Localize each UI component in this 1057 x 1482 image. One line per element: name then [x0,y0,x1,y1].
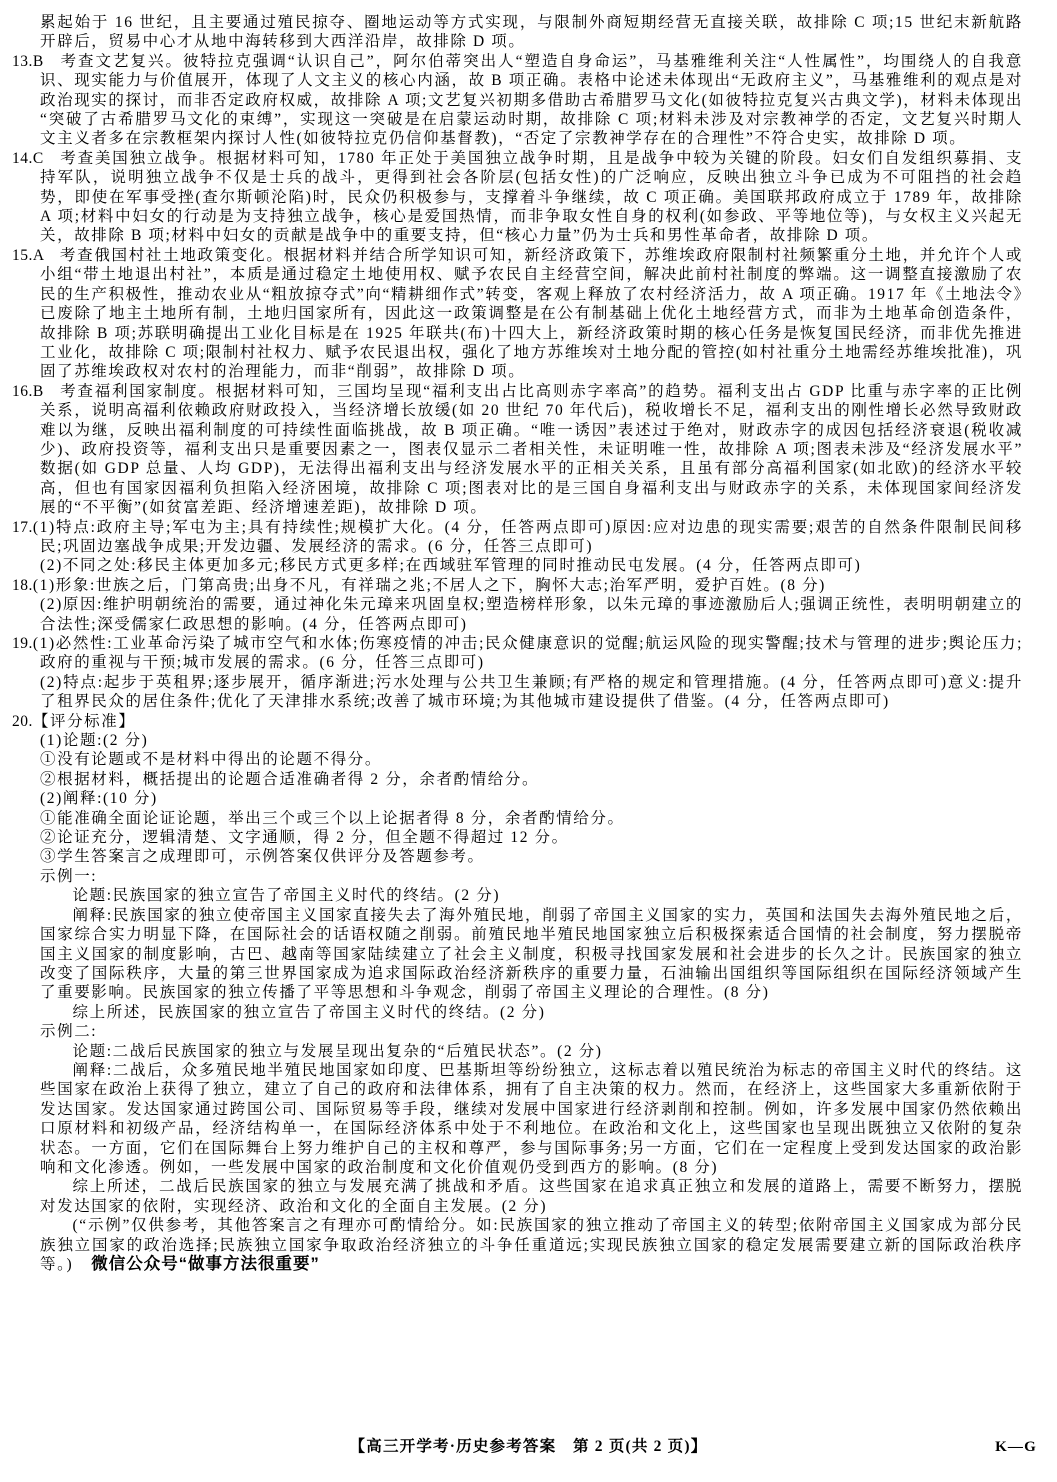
paragraph [40,1022,1023,1041]
paragraph-text: 综上所述，二战后民族国家的独立与发展充满了挑战和矛盾。这些国家在追求真正独立和发展的道路上，需要不断努力，摆脱对发达国家的依附，实现经济、政治和文化的全面自主发展。(2 分) [40,1178,1023,1215]
paragraph-text: (2)原因:维护明朝统治的需要，通过神化朱元璋来巩固皇权;塑造榜样形象，以朱元璋的事迹激励后人;强调正统性，表明明朝建立的合法性;深受儒家仁政思想的影响。(4 分，任答两点即可) [40,596,1023,633]
paragraph [40,13,1023,52]
item-number: 17. [12,518,33,536]
paragraph [40,828,1023,847]
paragraph-text: (1)必然性:工业革命污染了城市空气和水体;伤寒疫情的冲击;民众健康意识的觉醒;航运风险的现实警醒;技术与管理的进步;舆论压力;政府的重视与干预;城市发展的需求。(6 分，任答三点即可) [32,635,1023,672]
paragraph [40,673,1023,712]
paragraph [12,634,1023,673]
paragraph-text: 论题:二战后民族国家的独立与发展呈现出复杂的“后殖民状态”。(2 分) [72,1042,603,1060]
paragraph [40,556,1023,575]
paragraph-text: 阐释:民族国家的独立使帝国主义国家直接失去了海外殖民地，削弱了帝国主义国家的实力，英国和法国失去海外殖民地之后，国家综合实力明显下降，在国际社会的话语权随之削弱。前殖民地半殖民地国家独立后积极探索适合国情的社会制度，努力摆脱帝国主义国家的制度影响，古巴、越南等国家陆续建立了社会主义制度，积极寻找国家发展和社会进步的长久之计。民族国家的独立改变了国际秩序，大量的第三世界国家成为追求国际政治经济新秩序的重要力量，石油输出国组织等国际组织在国际经济领域产生了重要影响。民族国家的独立传播了平等思想和斗争观念，削弱了帝国主义理论的合理性。(8 分) [40,906,1023,1002]
paragraph [40,1042,1023,1061]
paragraph [12,712,1023,731]
paragraph-text: 示例二: [40,1023,98,1041]
paragraph [40,906,1023,1003]
paragraph [40,731,1023,750]
item-number: 19. [12,635,33,652]
paragraph [12,518,1023,557]
paragraph-text: 综上所述，民族国家的独立宣告了帝国主义时代的终结。(2 分) [72,1003,546,1021]
item-number: 15.A [12,246,60,264]
paragraph [40,1216,1023,1274]
paragraph-text: 累起始于 16 世纪，且主要通过殖民掠夺、圈地运动等方式实现，与限制外商短期经营无直接关联，故排除 C 项;15 世纪末新航路开辟后，贸易中心才从地中海转移到大西洋沿岸，故排除 D 项。 [40,14,1023,51]
page-footer [0,1437,1057,1456]
paragraph [12,52,1023,149]
paragraph [12,246,1023,382]
paragraph-text: (1)形象:世族之后，门第高贵;出身不凡，有祥瑞之兆;不居人之下，胸怀大志;治军严明，爱护百姓。(8 分) [32,576,826,594]
paragraph-text: 考查俄国村社土地政策变化。根据材料并结合所学知识可知，新经济政策下，苏维埃政府限制村社频繁重分土地，并允许个人或小组“带土地退出村社”，本质是通过稳定土地使用权、赋予农民自主经营空间，解决此前村社制度的弊端。这一调整直接激励了农民的生产积极性，推动农业从“粗放掠夺式”向“精耕细作式”转变，客观上释放了农村经济活力，故 A 项正确。1917 年《土地法令》已废除了地主土地所有制，土地归国家所有，因此这一政策调整是在公有制基础上优化土地经营方式，而非为土地革命创造条件，故排除 B 项;苏联明确提出工业化目标是在 1925 年联共(布)十四大上，新经济政策时期的核心任务是恢复国民经济，而非优先推进工业化，故排除 C 项;限制村社权力、赋予农民退出权，强化了地方苏维埃对土地分配的管控(如村社重分土地需经苏维埃批准)，巩固了苏维埃政权对农村的治理能力，而非“削弱”，故排除 D 项。 [40,246,1023,381]
paragraph-text: 考查美国独立战争。根据材料可知，1780 年正处于美国独立战争时期，且是战争中较为关键的阶段。妇女们自发组织募捐、支持军队，说明独立战争不仅是士兵的战斗，更得到社会各阶层(包括女性)的广泛响应，反映出独立斗争已成为不可阻挡的社会趋势，即使在军事受挫(查尔斯顿沦陷)时，民众仍积极参与，支撑着斗争继续，故 C 项正确。美国联邦政府成立于 1789 年，故排除 A 项;材料中妇女的行动是为支持独立战争，核心是爱国热情，而非争取女性自身的权利(如参政、平等地位等)，与女权主义兴起无关，故排除 B 项;材料中妇女的贡献是战争中的重要支持，但“核心力量”仍为士兵和男性革命者，故排除 D 项。 [40,149,1023,245]
item-number: 14.C [12,149,61,167]
paragraph-text: 示例一: [40,867,98,885]
paragraph-text: (1)特点:政府主导;军屯为主;具有持续性;规模扩大化。(4 分，任答两点即可)原因:应对边患的现实需要;艰苦的自然条件限制民间移民;巩固边塞战争成果;开发边疆、发展经济的需求。(6 分，任答三点即可) [32,518,1023,555]
paragraph [40,1061,1023,1177]
paragraph [40,1003,1023,1022]
paragraph [40,809,1023,828]
paragraph [40,886,1023,905]
paragraph [40,847,1023,866]
paragraph-text: ③学生答案言之成理即可，示例答案仅供评分及答题参考。 [40,848,485,866]
paragraph [40,867,1023,886]
watermark-text: 微信公众号“做事方法很重要” [91,1255,320,1273]
paragraph-text: ②论证充分，逻辑清楚、文字通顺，得 2 分，但全题不得超过 12 分。 [40,829,569,847]
paragraph [40,789,1023,808]
paragraph-text: 【评分标准】 [32,712,136,730]
paragraph-text: (“示例”仅供参考，其他答案言之有理亦可酌情给分。如:民族国家的独立推动了帝国主义的转型;依附帝国主义国家成为部分民族独立国家的政治选择;民族独立国家争取政治经济独立的斗争任重道远;实现民族独立国家的稳定发展需要建立新的国际政治秩序等。) [40,1217,1023,1273]
paragraph-text: (1)论题:(2 分) [40,732,149,750]
paragraph-text: (2)阐释:(10 分) [40,790,158,808]
paragraph-text: 论题:民族国家的独立宣告了帝国主义时代的终结。(2 分) [72,887,501,905]
paragraph-text: 考查文艺复兴。彼特拉克强调“认识自己”，阿尔伯蒂突出人“塑造自身命运”，马基雅维利关注“人性属性”，均围绕人的自我意识、现实能力与价值展开，体现了人文主义的核心内涵，故 B 项正确。表格中论述未体现出“无政府主义”，马基雅维利的观点是对政治现实的探讨，而非否定政府权威，故排除 A 项;文艺复兴初期多借助古希腊罗马文化(如彼特拉克复兴古典文学)，材料未体现出“突破了古希腊罗马文化的束缚”，实现这一突破是在启蒙运动时期，故排除 C 项;材料未涉及对宗教神学的否定，文艺复兴时期人文主义者多在宗教框架内探讨人性(如彼特拉克仍信仰基督教)，“否定了宗教神学存在的合理性”不符合史实，故排除 D 项。 [40,52,1023,148]
paragraph [12,149,1023,246]
paragraph [12,382,1023,518]
paragraph-text: ②根据材料，概括提出的论题合适准确者得 2 分，余者酌情给分。 [40,770,540,788]
paragraph [12,576,1023,595]
paragraph-text: ①能准确全面论证论题，举出三个或三个以上论据者得 8 分，余者酌情给分。 [40,809,625,827]
paragraph-text: 阐释:二战后，众多殖民地半殖民地国家如印度、巴基斯坦等纷纷独立，这标志着以殖民统治为标志的帝国主义时代的终结。这些国家在政治上获得了独立，建立了自己的政府和法律体系，拥有了自主决策的权力。然而，在经济上，这些国家大多重新依附于发达国家。发达国家通过跨国公司、国际贸易等手段，继续对发展中国家进行经济剥削和控制。例如，许多发展中国家仍然依赖出口原材料和初级产品，经济结构单一，在国际经济体系中处于不利地位。在政治和文化上，这些国家也呈现出既独立又依附的复杂状态。一方面，它们在国际舞台上努力维护自己的主权和尊严，参与国际事务;另一方面，它们在一定程度上受到发达国家的政治影响和文化渗透。例如，一些发展中国家的政治制度和文化价值观仍受到西方的影响。(8 分) [40,1061,1023,1176]
paragraph [40,1177,1023,1216]
paragraph [40,770,1023,789]
item-number: 18. [12,576,33,594]
paragraph-text: 考查福利国家制度。根据材料可知，三国均呈现“福利支出占比高则赤字率高”的趋势。福利支出占 GDP 比重与赤字率的正比例关系，说明高福利依赖政府财政投入，当经济增长放缓(如 20 世纪 70 年代后)，税收增长不足，福利支出的刚性增长必然导致财政难以为继，反映出福利制度的可持续性面临挑战，故 B 项正确。“唯一诱因”表述过于绝对，财政赤字的成因包括经济衰退(税收减少)、政府投资等，福利支出只是重要因素之一，图表仅显示二者相关性，未证明唯一性，故排除 A 项;图表未涉及“经济发展水平”数据(如 GDP 总量、人均 GDP)，无法得出福利支出与经济发展水平的正相关关系，且虽有部分高福利国家(如北欧)的经济水平较高，但也有国家因福利负担陷入经济困境，故排除 C 项;图表对比的是三国自身福利支出与财政赤字的关系，未体现国家间经济发展的“不平衡”(如贫富差距、经济增速差距)，故排除 D 项。 [40,382,1023,517]
paragraph [40,750,1023,769]
footer-code: K—G [995,1439,1037,1455]
paragraph-text: ①没有论题或不是材料中得出的论题不得分。 [40,751,383,769]
paragraph-text: (2)特点:起步于英租界;逐步展开，循序渐进;污水处理与公共卫生兼顾;有严格的规定和管理措施。(4 分，任答两点即可)意义:提升了租界民众的居住条件;优化了天津排水系统;改善了城市环境;为其他城市建设提供了借鉴。(4 分，任答两点即可) [40,673,1023,711]
footer-title: 【高三开学考·历史参考答案 第 2 页(共 2 页)】 [349,1438,708,1455]
paragraph-text: (2)不同之处:移民主体更加多元;移民方式更多样;在西域驻军管理的同时推动民屯发展。(4 分，任答两点即可) [40,557,862,575]
paragraph [40,595,1023,634]
item-number: 20. [12,712,33,730]
item-number: 16.B [12,382,61,400]
item-number: 13.B [12,52,61,70]
